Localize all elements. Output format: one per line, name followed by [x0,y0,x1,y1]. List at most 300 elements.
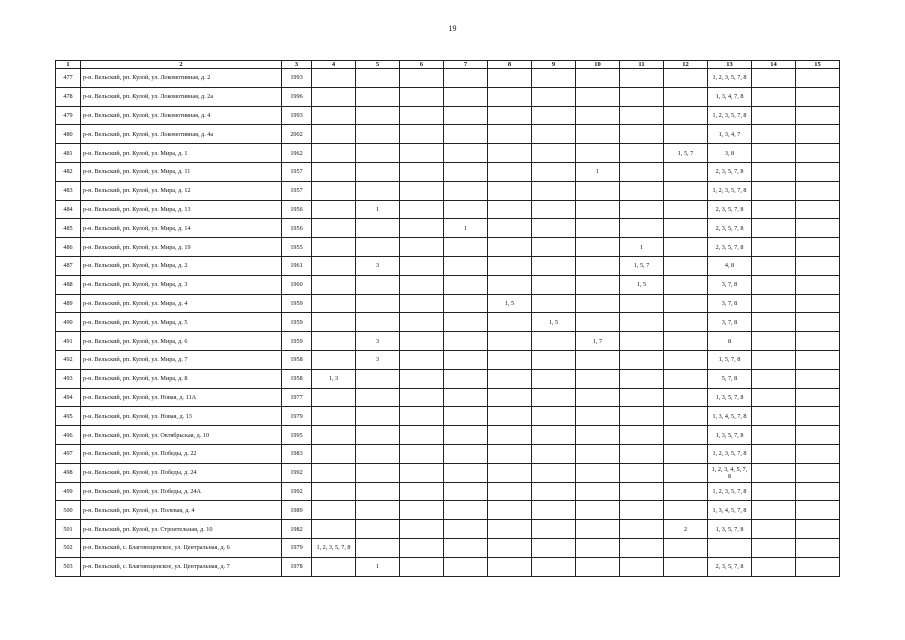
address-cell: р-н. Вельский, рп. Кулой, ул. Полевая, д. 4 [81,501,282,520]
table-cell [796,369,840,388]
table-cell [356,369,400,388]
table-cell [620,69,664,88]
table-cell [796,332,840,351]
table-cell [752,313,796,332]
table-cell [664,332,708,351]
table-cell [356,388,400,407]
table-cell [488,162,532,181]
table-cell [488,181,532,200]
table-cell [576,426,620,445]
table-row [56,275,840,294]
table-cell [356,463,400,482]
table-cell [488,407,532,426]
table-cell [400,181,444,200]
table-row [56,87,840,106]
table-cell [620,538,664,557]
table-row [56,238,840,257]
table-cell [444,501,488,520]
table-cell: 1978 [282,557,312,576]
table-cell: 1957 [282,162,312,181]
table-cell [796,426,840,445]
table-cell [576,200,620,219]
table-row [56,219,840,238]
table-cell [312,482,356,501]
table-cell [576,482,620,501]
table-cell [444,313,488,332]
table-cell [400,369,444,388]
table-cell [532,444,576,463]
table-cell [576,501,620,520]
table-cell [532,256,576,275]
table-cell [532,407,576,426]
table-cell: 503 [56,557,81,576]
table-row [56,256,840,275]
table-cell: 1, 3, 4, 5, 7, 8 [708,501,752,520]
table-cell: 1, 3, 5, 7, 8 [708,388,752,407]
table-cell [444,238,488,257]
table-cell [620,407,664,426]
table-cell [400,463,444,482]
table-cell: 1, 2, 3, 5, 7, 8 [708,181,752,200]
table-cell [620,332,664,351]
table-cell [796,407,840,426]
table-cell [796,256,840,275]
table-cell [796,162,840,181]
table-cell [444,369,488,388]
column-header: 4 [312,61,356,69]
table-cell [356,520,400,539]
table-cell: 489 [56,294,81,313]
table-cell [356,87,400,106]
table-row [56,200,840,219]
address-cell: р-н. Вельский, рп. Кулой, ул. Мира, д. 7 [81,350,282,369]
table-cell [752,106,796,125]
table-cell: 3 [356,332,400,351]
table-cell [488,200,532,219]
table-row [56,162,840,181]
table-cell [356,482,400,501]
table-cell [664,557,708,576]
table-cell: 3, 8 [708,144,752,163]
table-cell [488,388,532,407]
address-cell: р-н. Вельский, рп. Кулой, ул. Победы, д. 24А [81,482,282,501]
table-cell [312,238,356,257]
table-cell [312,125,356,144]
table-cell: 2 [664,520,708,539]
table-cell: 1, 5, 7, 8 [708,350,752,369]
table-cell [576,106,620,125]
table-cell [356,444,400,463]
table-cell [444,557,488,576]
column-header: 10 [576,61,620,69]
address-cell: р-н. Вельский, рп. Кулой, ул. Победы, д. 22 [81,444,282,463]
table-cell [620,463,664,482]
table-cell [664,426,708,445]
table-cell [576,256,620,275]
address-cell: р-н. Вельский, рп. Кулой, ул. Мира, д. 11 [81,162,282,181]
table-cell: 1961 [282,256,312,275]
table-cell [752,426,796,445]
table-cell [488,369,532,388]
table-cell [356,125,400,144]
address-cell: р-н. Вельский, рп. Кулой, ул. Новая, д. 13 [81,407,282,426]
table-cell: 494 [56,388,81,407]
column-header: 1 [56,61,81,69]
table-cell [488,219,532,238]
table-row [56,463,840,482]
table-cell [444,332,488,351]
column-header: 6 [400,61,444,69]
table-cell [664,219,708,238]
table-cell [796,275,840,294]
table-cell [752,238,796,257]
table-cell [356,275,400,294]
table-cell: 486 [56,238,81,257]
table-cell [312,87,356,106]
table-cell [796,181,840,200]
table-cell [752,87,796,106]
table-cell: 1955 [282,238,312,257]
table-cell [400,238,444,257]
table-cell [796,388,840,407]
table-cell: 3, 7, 8 [708,275,752,294]
table-cell: 483 [56,181,81,200]
table-cell: 1, 5 [620,275,664,294]
table-cell [488,501,532,520]
table-cell [796,520,840,539]
table-cell [620,444,664,463]
table-cell [532,219,576,238]
table-cell [532,369,576,388]
table-cell [312,294,356,313]
table-cell: 3, 7, 8 [708,313,752,332]
address-cell: р-н. Вельский, рп. Кулой, ул. Мира, д. 1 [81,144,282,163]
table-cell: 1, 3, 4, 5, 7, 8 [708,407,752,426]
table-cell [356,313,400,332]
column-header: 8 [488,61,532,69]
table-cell [796,238,840,257]
table-cell: 1956 [282,219,312,238]
table-cell [356,219,400,238]
table-cell [488,426,532,445]
table-cell [752,463,796,482]
table-cell [664,482,708,501]
table-cell [488,332,532,351]
table-row [56,407,840,426]
table-cell [664,444,708,463]
table-cell: 1982 [282,520,312,539]
table-cell [620,294,664,313]
table-cell [796,350,840,369]
address-cell: р-н. Вельский, рп. Кулой, ул. Строительная, д. 10 [81,520,282,539]
table-cell [312,444,356,463]
table-cell [444,388,488,407]
table-cell [532,463,576,482]
table-cell [444,520,488,539]
table-cell [400,388,444,407]
table-cell [312,407,356,426]
table-cell [664,238,708,257]
table-cell [532,557,576,576]
address-cell: р-н. Вельский, рп. Кулой, ул. Локомотивная, д. 2 [81,69,282,88]
table-cell [576,313,620,332]
table-cell: 2, 3, 5, 7, 8 [708,162,752,181]
table-row [56,69,840,88]
table-cell [444,87,488,106]
table-cell [752,332,796,351]
table-cell [664,369,708,388]
table-cell [400,482,444,501]
table-cell [752,162,796,181]
table-cell [400,219,444,238]
table-cell [620,87,664,106]
table-cell: 495 [56,407,81,426]
table-cell: 1, 7 [576,332,620,351]
table-row [56,144,840,163]
table-cell [312,69,356,88]
table-cell [532,125,576,144]
table-header-row [56,61,840,69]
table-cell [576,87,620,106]
table-cell: 492 [56,350,81,369]
table-row [56,426,840,445]
table-cell [796,144,840,163]
table-cell: 1, 2, 3, 5, 7, 8 [708,69,752,88]
column-header: 2 [81,61,282,69]
table-cell: 500 [56,501,81,520]
table-row [56,520,840,539]
table-cell: 1, 2, 3, 5, 7, 8 [312,538,356,557]
table-cell [356,538,400,557]
table-cell [312,219,356,238]
table-cell [796,106,840,125]
table-cell [488,69,532,88]
table-cell [312,350,356,369]
table-cell [576,125,620,144]
table-cell [312,557,356,576]
address-cell: р-н. Вельский, рп. Кулой, ул. Победы, д. 24 [81,463,282,482]
table-cell [400,69,444,88]
table-cell [312,501,356,520]
table-cell [664,350,708,369]
table-row [56,313,840,332]
table-cell [620,369,664,388]
table-cell: 1993 [282,106,312,125]
table-cell [488,238,532,257]
address-cell: р-н. Вельский, с. Благовещенское, ул. Центральная, д. 7 [81,557,282,576]
column-header: 15 [796,61,840,69]
table-cell [444,181,488,200]
table-cell [356,501,400,520]
table-cell: 478 [56,87,81,106]
table-cell: 493 [56,369,81,388]
table-cell [356,181,400,200]
table-cell [356,69,400,88]
table-cell: 496 [56,426,81,445]
table-cell [400,294,444,313]
table-cell [752,350,796,369]
table-cell [488,125,532,144]
column-header: 13 [708,61,752,69]
table-cell [532,275,576,294]
table-cell: 497 [56,444,81,463]
table-cell: 487 [56,256,81,275]
table-cell [312,426,356,445]
table-cell: 1957 [282,181,312,200]
table-cell [400,444,444,463]
table-cell [664,200,708,219]
table-row [56,557,840,576]
table-cell [488,144,532,163]
table-cell: 1958 [282,369,312,388]
address-cell: р-н. Вельский, рп. Кулой, ул. Мира, д. 5 [81,313,282,332]
address-cell: р-н. Вельский, рп. Кулой, ул. Мира, д. 4 [81,294,282,313]
table-cell [796,482,840,501]
table-cell: 479 [56,106,81,125]
table-cell [312,463,356,482]
table-cell [444,144,488,163]
table-cell: 1, 5, 7 [620,256,664,275]
table-cell [752,69,796,88]
table-cell: 5, 7, 8 [708,369,752,388]
table-cell [796,125,840,144]
table-cell [400,520,444,539]
table-cell [576,294,620,313]
table-cell: 1962 [282,144,312,163]
table-cell [488,106,532,125]
table-cell: 498 [56,463,81,482]
table-cell [752,256,796,275]
table-cell [752,501,796,520]
table-cell [620,388,664,407]
table-cell: 501 [56,520,81,539]
table-cell [576,407,620,426]
table-cell: 1, 2, 3, 5, 7, 8 [708,444,752,463]
table-cell: 1979 [282,538,312,557]
address-cell: р-н. Вельский, рп. Кулой, ул. Мира, д. 2 [81,256,282,275]
table-cell [400,332,444,351]
table-cell [620,125,664,144]
table-cell [532,332,576,351]
table-cell: 1, 5 [488,294,532,313]
table-cell [752,200,796,219]
table-cell [620,106,664,125]
table-cell [752,294,796,313]
table-cell [312,200,356,219]
table-cell [752,557,796,576]
table-cell: 1, 2, 3, 5, 7, 8 [708,482,752,501]
table-cell [664,275,708,294]
table-cell [444,256,488,275]
address-cell: р-н. Вельский, рп. Кулой, ул. Мира, д. 19 [81,238,282,257]
table-cell [796,69,840,88]
table-cell: 1983 [282,444,312,463]
table-cell [532,501,576,520]
table-cell [752,125,796,144]
buildings-table [55,60,840,577]
table-cell: 1959 [282,332,312,351]
table-cell [312,520,356,539]
table-cell [620,313,664,332]
table-cell [620,162,664,181]
address-cell: р-н. Вельский, рп. Кулой, ул. Мира, д. 13 [81,200,282,219]
table-cell [400,106,444,125]
table-cell [576,463,620,482]
table-cell [664,125,708,144]
table-cell [620,520,664,539]
table-cell [400,350,444,369]
page-number: 19 [448,24,457,33]
table-cell [312,106,356,125]
table-cell [664,388,708,407]
table-cell [664,463,708,482]
table-cell: 2, 3, 5, 7, 8 [708,219,752,238]
table-cell: 1, 3 [312,369,356,388]
column-header: 14 [752,61,796,69]
table-cell: 8 [708,332,752,351]
column-header: 5 [356,61,400,69]
table-cell [488,256,532,275]
table-cell: 2, 3, 5, 7, 8 [708,200,752,219]
address-cell: р-н. Вельский, с. Благовещенское, ул. Центральная, д. 6 [81,538,282,557]
table-cell [620,181,664,200]
table-cell: 482 [56,162,81,181]
table-cell [444,125,488,144]
table-cell [400,538,444,557]
table-cell [664,162,708,181]
table-cell [532,538,576,557]
table-cell [488,520,532,539]
table-cell [488,538,532,557]
table-cell [576,219,620,238]
table-cell [356,238,400,257]
table-cell [400,144,444,163]
table-cell [488,275,532,294]
table-cell [620,501,664,520]
table-cell [356,106,400,125]
table-cell [796,313,840,332]
table-cell: 1992 [282,463,312,482]
table-cell [620,426,664,445]
table-row [56,106,840,125]
table-cell: 490 [56,313,81,332]
table-cell [356,407,400,426]
table-cell [488,313,532,332]
table-cell [664,256,708,275]
table-cell: 481 [56,144,81,163]
table-cell [444,162,488,181]
table-cell [444,538,488,557]
table-cell [664,501,708,520]
table-cell [488,463,532,482]
address-cell: р-н. Вельский, рп. Кулой, ул. Мира, д. 14 [81,219,282,238]
table-cell [356,426,400,445]
column-header: 12 [664,61,708,69]
table-cell: 488 [56,275,81,294]
table-cell [796,557,840,576]
table-cell [356,144,400,163]
table-cell [312,313,356,332]
table-cell [576,350,620,369]
table-cell [752,407,796,426]
table-cell: 477 [56,69,81,88]
table-cell [400,256,444,275]
table-cell [752,482,796,501]
table-cell [444,294,488,313]
table-cell [576,369,620,388]
table-cell [796,538,840,557]
table-cell [532,238,576,257]
